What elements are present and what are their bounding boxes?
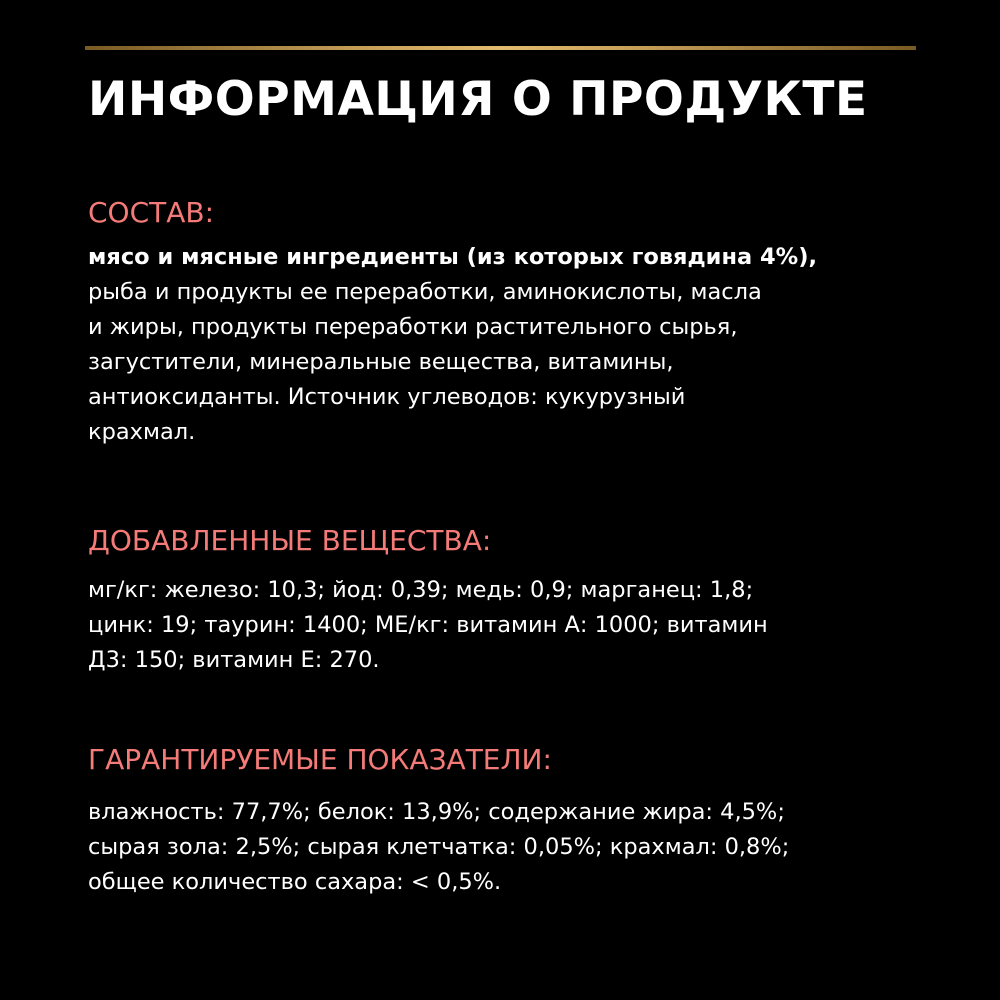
composition-line: крахмал. (88, 419, 196, 445)
guaranteed-line: общее количество сахара: < 0,5%. (88, 869, 502, 895)
composition-line: и жиры, продукты переработки растительного сырья, (88, 314, 738, 340)
composition-heading: СОСТАВ: (88, 196, 215, 229)
page-title: ИНФОРМАЦИЯ О ПРОДУКТЕ (88, 72, 868, 127)
composition-line: мясо и мясные ингредиенты (из которых говядина 4%), (88, 244, 818, 270)
top-divider (85, 46, 916, 50)
guaranteed-heading: ГАРАНТИРУЕМЫЕ ПОКАЗАТЕЛИ: (88, 743, 552, 776)
composition-line: антиоксиданты. Источник углеводов: кукурузный (88, 384, 686, 410)
composition-line: загустители, минеральные вещества, витамины, (88, 349, 674, 375)
guaranteed-line: сырая зола: 2,5%; сырая клетчатка: 0,05%; крахмал: 0,8%; (88, 834, 790, 860)
composition-text (88, 240, 918, 450)
additives-line: цинк: 19; таурин: 1400; МЕ/кг: витамин А: 1000; витамин (88, 612, 768, 638)
additives-text (88, 573, 918, 678)
additives-line: мг/кг: железо: 10,3; йод: 0,39; медь: 0,9; марганец: 1,8; (88, 577, 754, 603)
composition-line: рыба и продукты ее переработки, аминокислоты, масла (88, 279, 762, 305)
additives-line: Д3: 150; витамин Е: 270. (88, 647, 380, 673)
guaranteed-text (88, 795, 918, 900)
additives-heading: ДОБАВЛЕННЫЕ ВЕЩЕСТВА: (88, 524, 492, 557)
guaranteed-line: влажность: 77,7%; белок: 13,9%; содержание жира: 4,5%; (88, 799, 785, 825)
